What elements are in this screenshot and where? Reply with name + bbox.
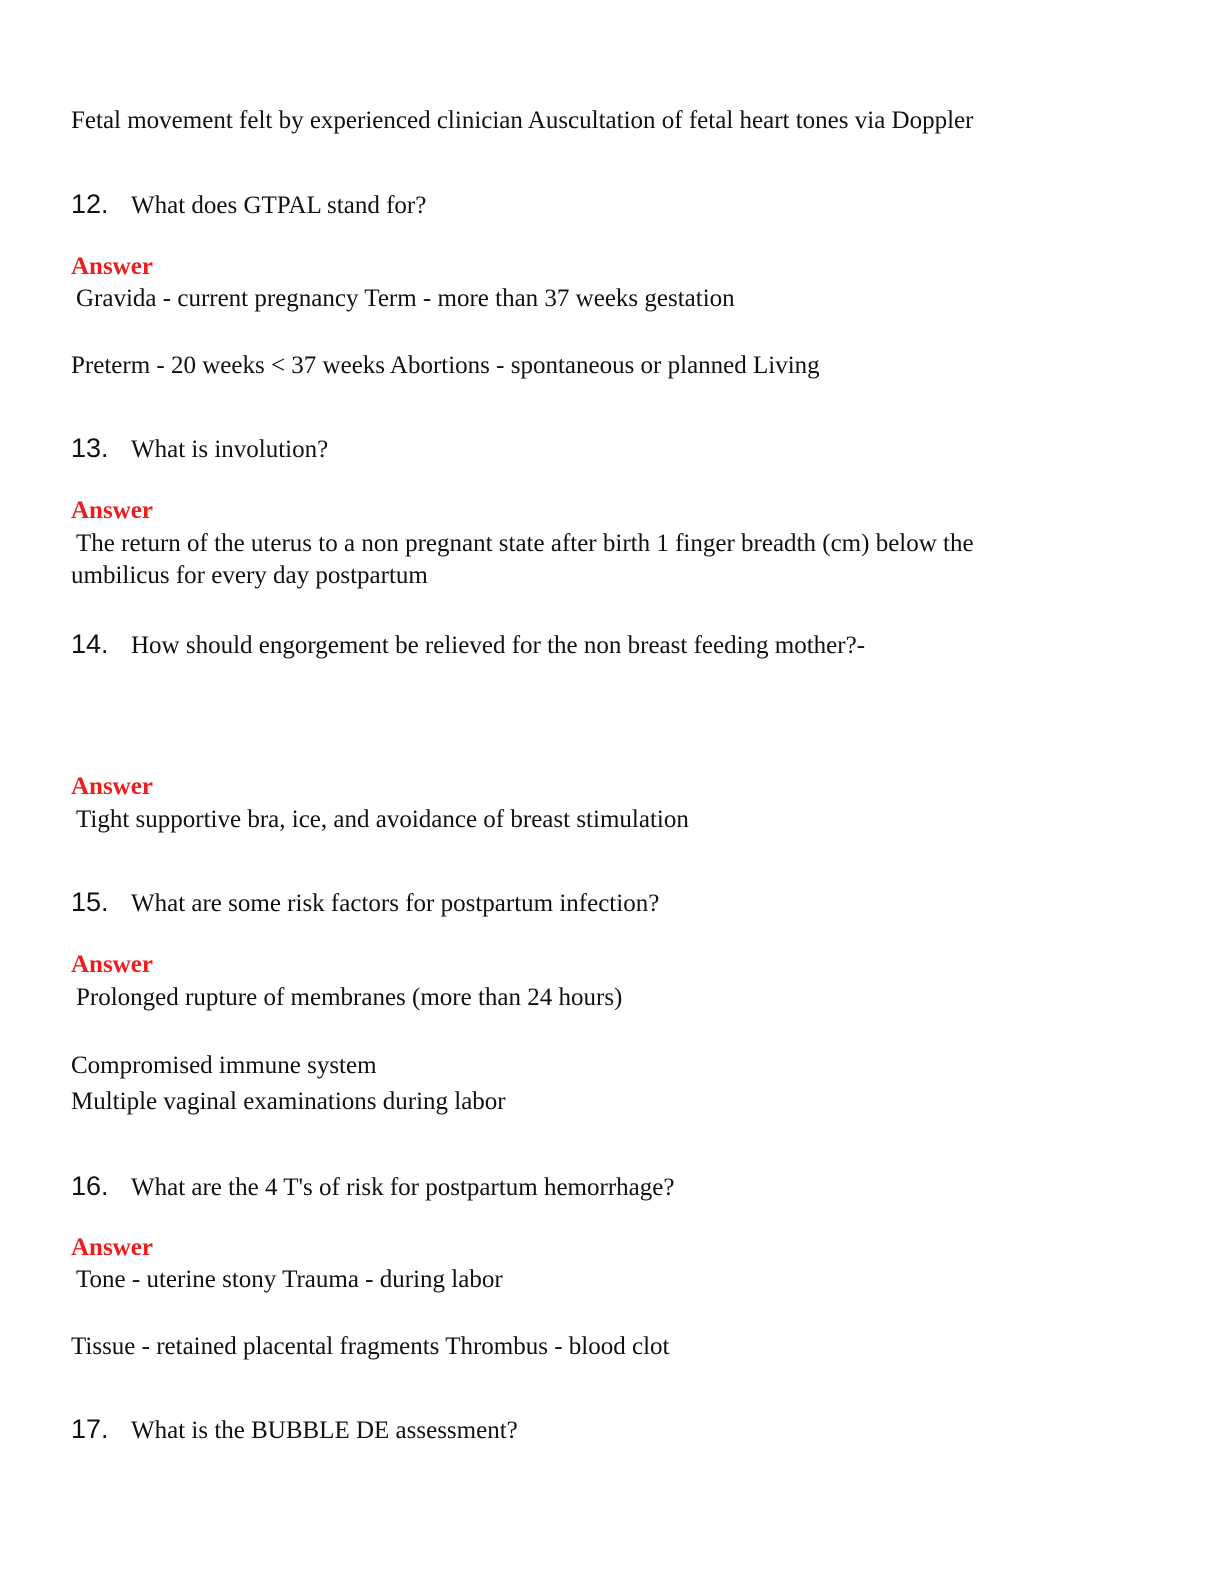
question-number: 16. <box>71 1171 109 1201</box>
answer-label: Answer <box>71 1234 153 1261</box>
question-number: 15. <box>71 887 109 917</box>
answer-label: Answer <box>71 773 153 800</box>
question-17 <box>71 1413 518 1447</box>
question-number: 17. <box>71 1414 109 1444</box>
question-12 <box>71 188 426 222</box>
answer-line: The return of the uterus to a non pregnant state after birth 1 finger breadth (cm) below the umbilicus for every day postpartum <box>71 530 974 589</box>
question-13 <box>71 432 328 466</box>
question-16 <box>71 1170 674 1204</box>
answer-line: Tight supportive bra, ice, and avoidance of breast stimulation <box>76 806 689 833</box>
question-text: What are the 4 T's of risk for postpartum hemorrhage? <box>131 1174 675 1201</box>
question-15 <box>71 886 659 920</box>
intro-text: Fetal movement felt by experienced clinician Auscultation of fetal heart tones via Doppler <box>71 107 974 134</box>
answer-label: Answer <box>71 951 153 978</box>
question-number: 12. <box>71 189 109 219</box>
question-14 <box>71 628 865 662</box>
question-text: How should engorgement be relieved for the non breast feeding mother?- <box>131 632 866 659</box>
question-number: 13. <box>71 433 109 463</box>
question-text: What does GTPAL stand for? <box>131 192 427 219</box>
answer-label: Answer <box>71 253 153 280</box>
answer-line: Tissue - retained placental fragments Thrombus - blood clot <box>71 1333 670 1360</box>
answer-line: Gravida - current pregnancy Term - more than 37 weeks gestation <box>76 285 735 312</box>
answer-label: Answer <box>71 497 153 524</box>
answer-line: Tone - uterine stony Trauma - during labor <box>76 1266 503 1293</box>
question-text: What is involution? <box>131 436 329 463</box>
question-text: What is the BUBBLE DE assessment? <box>131 1417 518 1444</box>
answer-line: Prolonged rupture of membranes (more than 24 hours) <box>76 984 623 1011</box>
question-text: What are some risk factors for postpartum infection? <box>131 890 660 917</box>
answer-line: Multiple vaginal examinations during labor <box>71 1088 506 1115</box>
question-number: 14. <box>71 629 109 659</box>
answer-line: Preterm - 20 weeks < 37 weeks Abortions - spontaneous or planned Living <box>71 352 820 379</box>
answer-line: Compromised immune system <box>71 1052 377 1079</box>
